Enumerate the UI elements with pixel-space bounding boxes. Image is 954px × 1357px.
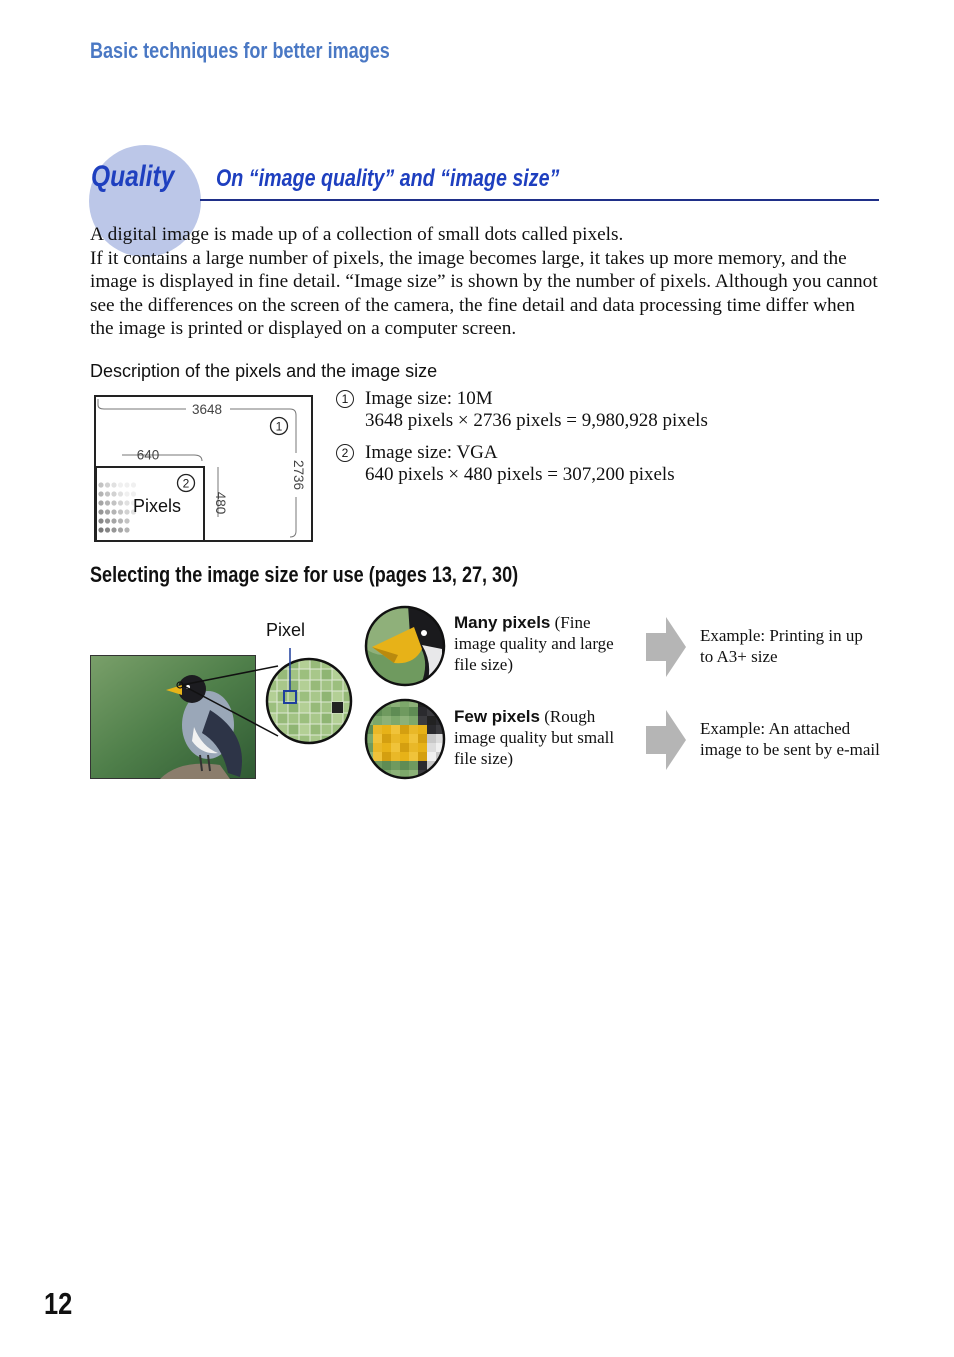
arrow-right-icon	[646, 710, 688, 770]
size-item-number: 1	[336, 390, 354, 408]
few-pixels-detail: (Rough image quality but small file size)	[454, 707, 615, 768]
many-pixels-description	[454, 612, 624, 675]
pixel-description-heading: Description of the pixels and the image size	[90, 361, 438, 381]
many-pixels-detail: (Fine image quality and large file size)	[454, 613, 614, 674]
marker-2: 2	[182, 476, 190, 491]
pixels-label: Pixels	[133, 496, 182, 516]
small-height-label: 480	[213, 491, 228, 515]
pixel-size-diagram	[94, 395, 314, 543]
pixel-label: Pixel	[266, 620, 306, 640]
size-item-calc: 640 pixels × 480 pixels = 307,200 pixels	[365, 464, 675, 485]
small-width-label: 640	[136, 447, 160, 463]
large-height-label: 2736	[291, 459, 306, 491]
size-item-title: Image size: 10M	[365, 388, 493, 409]
running-head: Basic techniques for better images	[90, 38, 390, 63]
size-item-number: 2	[336, 444, 354, 462]
arrow-right-icon	[646, 617, 688, 677]
title-rule	[200, 199, 879, 201]
zoom-lens	[256, 648, 356, 748]
selecting-heading: Selecting the image size for use (pages 13, 27, 30)	[90, 562, 519, 587]
example-printing: Example: Printing in up to A3+ size	[700, 626, 863, 666]
few-pixels-image	[364, 698, 446, 780]
section-subtitle: On “image quality” and “image size”	[216, 165, 560, 192]
pixel-mosaic	[364, 698, 446, 780]
intro-line-1: A digital image is made up of a collection of small dots called pixels.	[90, 224, 624, 245]
marker-1: 1	[275, 419, 283, 434]
bird-photo	[90, 655, 256, 779]
intro-paragraph: If it contains a large number of pixels, the image becomes large, it takes up more memory, and the image is displayed in fine detail. “Image size” is shown by the number of pixels. Although you cannot see the differences on the screen of the camera, the fine detail and data processing time differ when the image is printed or displayed on a computer screen.	[90, 247, 878, 340]
few-pixels-description	[454, 706, 624, 769]
many-pixels-image	[364, 605, 446, 687]
example-email: Example: An attached image to be sent by e-mail	[700, 719, 880, 759]
large-width-label: 3648	[191, 402, 223, 417]
many-pixels-term: Many pixels	[454, 613, 551, 632]
intro-text	[90, 223, 880, 341]
section-title: Quality	[91, 160, 175, 193]
page-number: 12	[44, 1286, 73, 1321]
size-item-calc: 3648 pixels × 2736 pixels = 9,980,928 pixels	[365, 410, 708, 431]
few-pixels-term: Few pixels	[454, 707, 540, 726]
size-item-title: Image size: VGA	[365, 442, 498, 463]
